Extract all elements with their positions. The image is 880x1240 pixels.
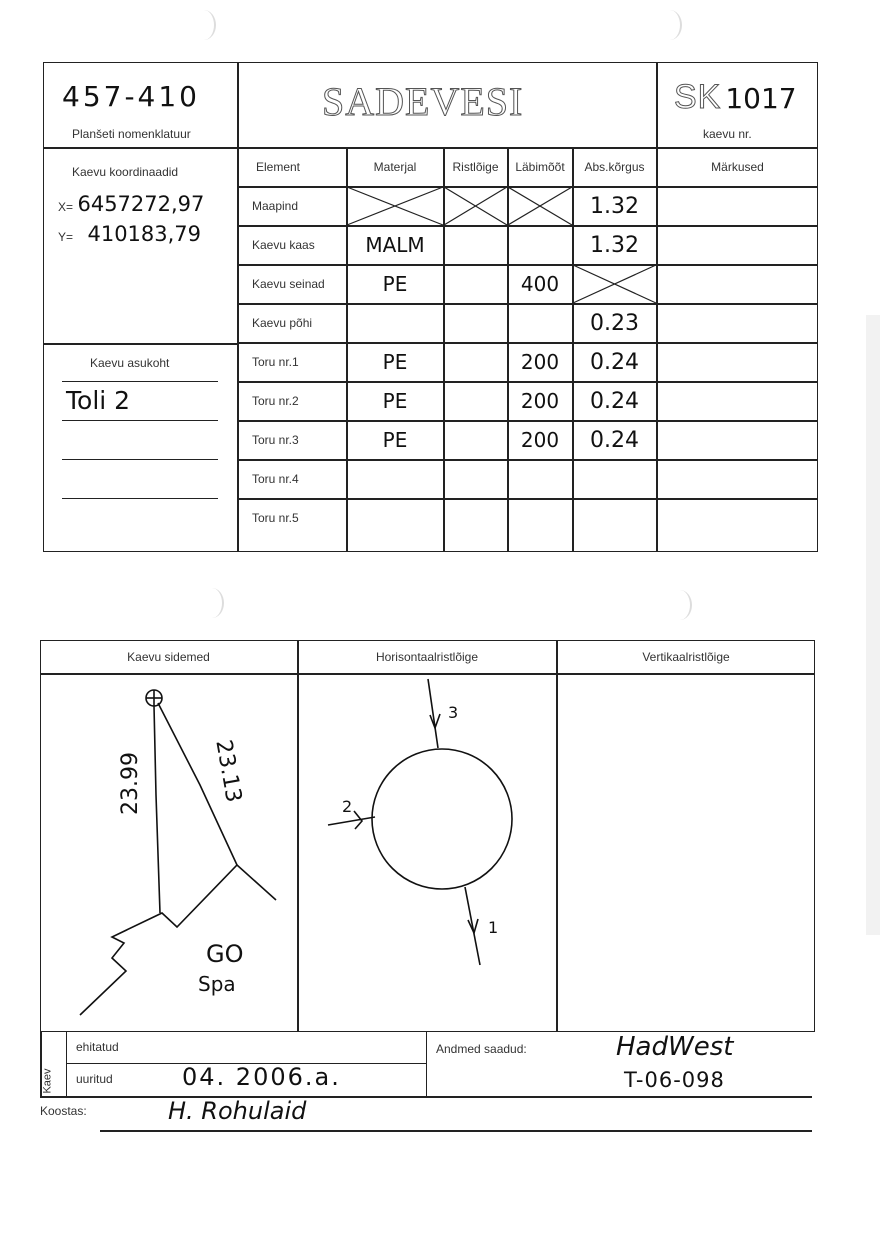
row-notes [657,343,818,381]
row-notes [657,265,818,303]
tie-distance-right: 23.13 [210,738,246,805]
form-title: SADEVESI [322,79,524,124]
row-material: PE [382,272,408,296]
binder-hole [668,590,692,620]
header-element: Element [255,160,301,174]
composed-label: Koostas: [40,1104,87,1118]
x-label: X= [58,200,74,214]
building-outline [80,865,276,1015]
data-source-ref: T-06-098 [624,1068,725,1092]
row-height [573,499,656,551]
row-height [573,460,656,498]
header-abs-height: Abs.kõrgus [584,160,645,174]
well-number-value: 1017 [725,82,797,115]
ties-label: Kaevu sidemed [127,650,210,664]
row-element: Toru nr.4 [252,472,299,486]
header-material: Materjal [373,160,417,174]
row-diameter: 200 [520,350,560,374]
horizontal-section-label: Horisontaalristlõige [375,650,479,664]
row-height: 0.24 [590,349,639,375]
header-cross-section: Ristlõige [452,160,499,174]
row-material: PE [382,389,408,413]
composed-value: H. Rohulaid [168,1097,307,1125]
row-notes [657,304,818,342]
row-material: PE [382,428,408,452]
surveyed-value: 04. 2006.a. [182,1063,341,1091]
surveyed-label: uuritud [76,1072,113,1086]
row-cross [444,304,507,342]
pipe-1-line [465,887,480,965]
binder-hole [200,588,224,618]
row-diameter [508,187,572,225]
pipe-3-label: 3 [448,703,459,722]
pipe-2-label: 2 [342,797,353,816]
row-height: 0.23 [590,310,639,336]
row-material: MALM [365,233,425,257]
well-number-label: kaevu nr. [703,127,752,141]
header-diameter: Läbimõõt [515,160,565,174]
x-value: 6457272,97 [77,192,205,216]
row-material [347,187,443,225]
header-notes: Märkused [711,160,764,174]
built-label: ehitatud [76,1040,119,1054]
row-notes [657,187,818,225]
row-element: Kaevu põhi [252,316,313,330]
row-cross [444,187,507,225]
row-notes [657,421,818,459]
row-element: Toru nr.3 [252,433,299,447]
row-notes [657,226,818,264]
tie-distance-left: 23.99 [118,752,143,815]
y-value: 410183,79 [87,222,202,246]
horizontal-section-sketch [298,675,556,1031]
row-diameter [508,499,572,551]
row-notes [657,460,818,498]
row-notes [657,499,818,551]
row-cross [444,421,507,459]
row-diameter [508,226,572,264]
row-cross [444,343,507,381]
row-cross [444,499,507,551]
tie-line-left [154,706,160,913]
row-diameter [508,304,572,342]
location-label: Kaevu asukoht [90,356,170,370]
row-element: Toru nr.1 [252,355,299,369]
row-element: Toru nr.2 [252,394,299,408]
ties-sketch [40,675,297,1031]
building-name: GO [206,940,244,968]
row-element: Maapind [252,199,299,213]
well-section-circle [372,749,512,889]
row-diameter [508,460,572,498]
well-side-label: Kaev [41,1068,54,1094]
row-diameter: 200 [520,389,560,413]
row-height: 0.24 [590,388,639,414]
row-diameter: 200 [520,428,560,452]
pipe-3-line [428,679,438,748]
row-cross [444,265,507,303]
row-notes [657,382,818,420]
row-cross [444,226,507,264]
row-cross [444,382,507,420]
row-material [347,499,443,551]
row-material [347,304,443,342]
row-element: Kaevu kaas [252,238,315,252]
nomenclature-value: 457-410 [62,80,200,113]
data-source-label: Andmed saadud: [436,1042,527,1056]
row-material: PE [382,350,408,374]
data-source-value: HadWest [616,1032,734,1062]
row-element: Toru nr.5 [252,511,299,525]
row-element: Kaevu seinad [252,277,325,291]
row-cross [444,460,507,498]
well-number-prefix: SK [674,78,722,116]
y-label: Y= [58,230,74,244]
pipe-1-label: 1 [488,918,499,937]
row-material [347,460,443,498]
nomenclature-label: Planšeti nomenklatuur [72,127,191,141]
row-diameter: 400 [520,272,560,296]
row-height: 0.24 [590,427,639,453]
row-height [573,265,656,303]
vertical-section-label: Vertikaalristlõige [642,650,730,664]
pipe-2-line [328,817,375,825]
row-height: 1.32 [590,193,639,219]
coords-label: Kaevu koordinaadid [72,165,179,179]
building-name-secondary: Spa [198,972,236,996]
location-value: Toli 2 [66,386,131,415]
row-height: 1.32 [590,232,639,258]
